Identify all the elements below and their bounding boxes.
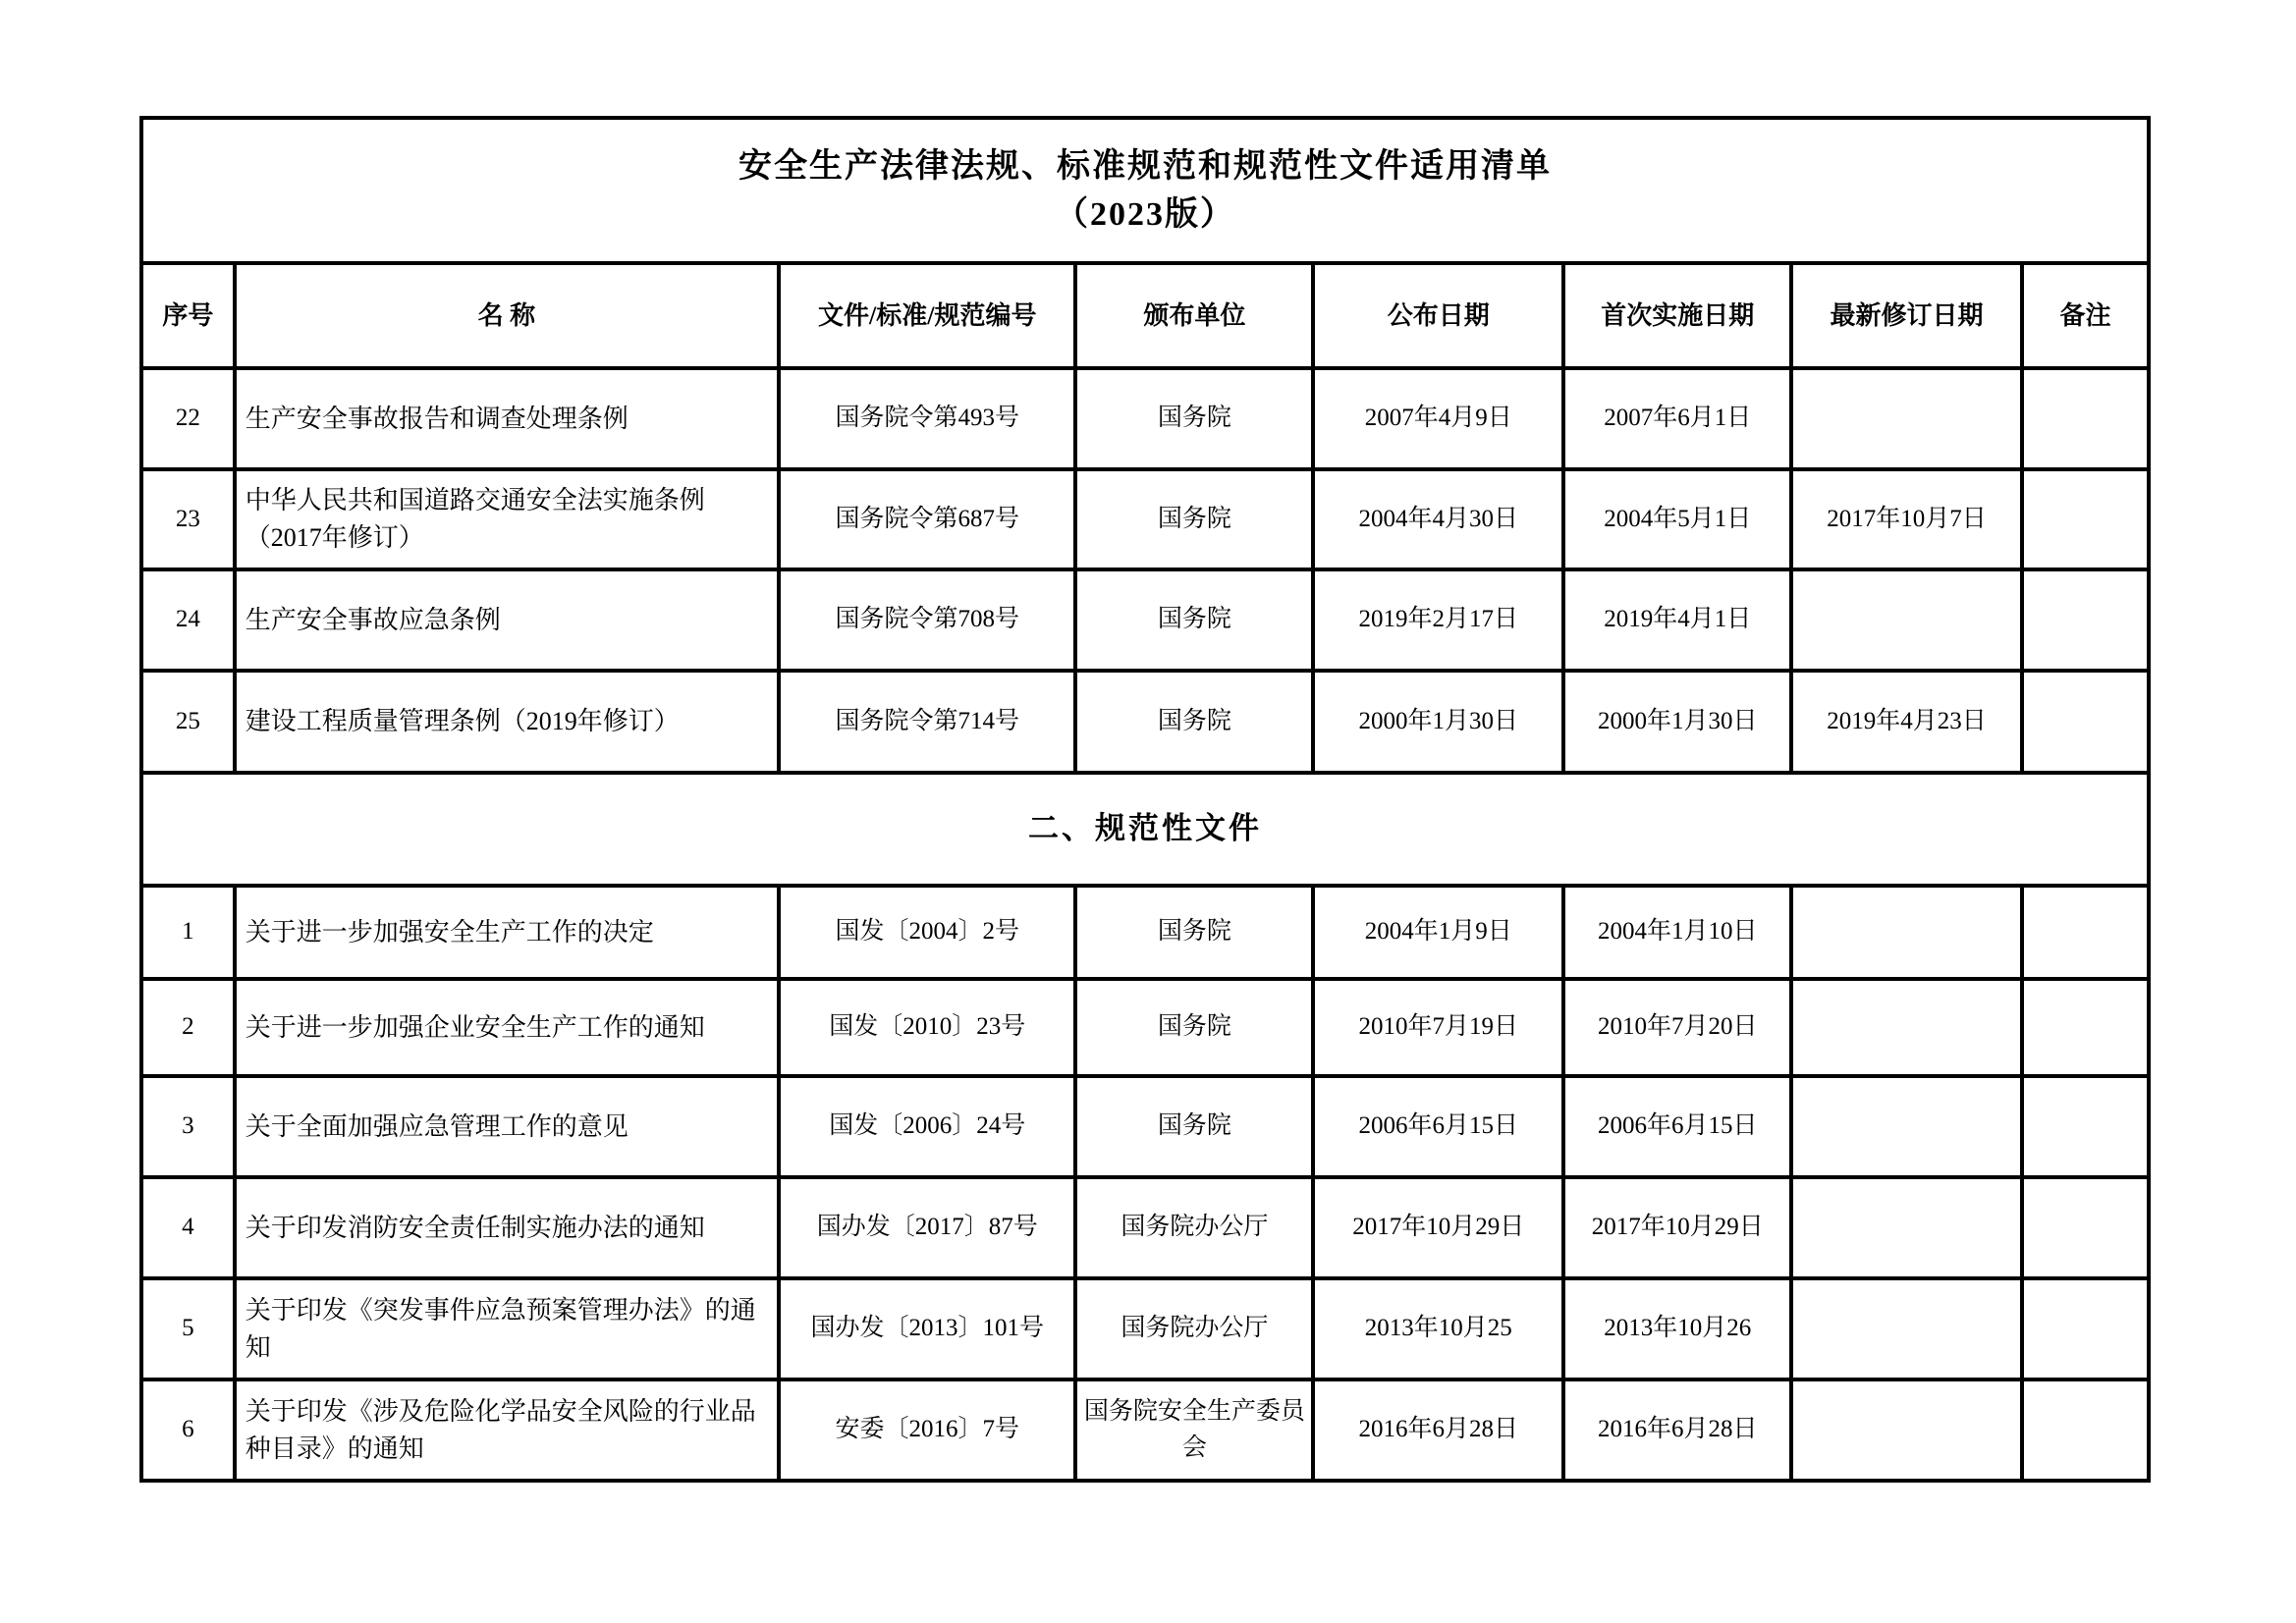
document-title-line1: 安全生产法律法规、标准规范和规范性文件适用清单	[738, 147, 1552, 185]
cell-first-impl-date: 2004年1月10日	[1563, 886, 1791, 979]
cell-index: 22	[141, 368, 235, 469]
cell-remark	[2022, 1278, 2149, 1380]
cell-issuer: 国务院办公厅	[1075, 1278, 1313, 1380]
cell-latest-revision-date	[1791, 1380, 2022, 1481]
table-row	[141, 569, 2149, 671]
cell-first-impl-date: 2006年6月15日	[1563, 1076, 1791, 1177]
cell-latest-revision-date	[1791, 886, 2022, 979]
cell-remark	[2022, 368, 2149, 469]
cell-first-impl-date: 2019年4月1日	[1563, 569, 1791, 671]
cell-latest-revision-date: 2019年4月23日	[1791, 671, 2022, 773]
cell-issuer: 国务院安全生产委员会	[1075, 1380, 1313, 1481]
cell-first-impl-date: 2016年6月28日	[1563, 1380, 1791, 1481]
cell-remark	[2022, 671, 2149, 773]
cell-remark	[2022, 1177, 2149, 1278]
cell-issuer: 国务院	[1075, 469, 1313, 569]
cell-publish-date: 2000年1月30日	[1313, 671, 1563, 773]
cell-doc-number: 国务院令第714号	[779, 671, 1075, 773]
cell-first-impl-date: 2010年7月20日	[1563, 979, 1791, 1076]
cell-name: 关于全面加强应急管理工作的意见	[235, 1076, 779, 1177]
cell-publish-date: 2013年10月25	[1313, 1278, 1563, 1380]
cell-name: 中华人民共和国道路交通安全法实施条例（2017年修订）	[235, 469, 779, 569]
cell-doc-number: 安委〔2016〕7号	[779, 1380, 1075, 1481]
column-header-index: 序号	[141, 263, 235, 368]
document-title	[141, 118, 2149, 263]
title-row	[141, 118, 2149, 263]
column-header-publish-date: 公布日期	[1313, 263, 1563, 368]
cell-doc-number: 国办发〔2013〕101号	[779, 1278, 1075, 1380]
cell-first-impl-date: 2000年1月30日	[1563, 671, 1791, 773]
column-header-latest-revision-date: 最新修订日期	[1791, 263, 2022, 368]
cell-latest-revision-date	[1791, 979, 2022, 1076]
section-header-row	[141, 773, 2149, 886]
cell-first-impl-date: 2004年5月1日	[1563, 469, 1791, 569]
cell-first-impl-date: 2007年6月1日	[1563, 368, 1791, 469]
cell-latest-revision-date	[1791, 1076, 2022, 1177]
cell-doc-number: 国务院令第708号	[779, 569, 1075, 671]
document-title-line2: （2023版）	[1055, 196, 1235, 233]
cell-name: 关于印发消防安全责任制实施办法的通知	[235, 1177, 779, 1278]
cell-doc-number: 国发〔2006〕24号	[779, 1076, 1075, 1177]
cell-doc-number: 国办发〔2017〕87号	[779, 1177, 1075, 1278]
cell-name: 生产安全事故报告和调查处理条例	[235, 368, 779, 469]
cell-index: 5	[141, 1278, 235, 1380]
cell-latest-revision-date	[1791, 1177, 2022, 1278]
cell-latest-revision-date	[1791, 1278, 2022, 1380]
cell-remark	[2022, 469, 2149, 569]
cell-index: 1	[141, 886, 235, 979]
cell-name: 关于进一步加强安全生产工作的决定	[235, 886, 779, 979]
cell-issuer: 国务院	[1075, 569, 1313, 671]
table-header-row	[141, 263, 2149, 368]
table-row	[141, 1076, 2149, 1177]
cell-index: 6	[141, 1380, 235, 1481]
cell-issuer: 国务院办公厅	[1075, 1177, 1313, 1278]
cell-issuer: 国务院	[1075, 671, 1313, 773]
cell-latest-revision-date: 2017年10月7日	[1791, 469, 2022, 569]
cell-index: 25	[141, 671, 235, 773]
cell-publish-date: 2007年4月9日	[1313, 368, 1563, 469]
cell-publish-date: 2006年6月15日	[1313, 1076, 1563, 1177]
column-header-doc-number: 文件/标准/规范编号	[779, 263, 1075, 368]
table-row	[141, 671, 2149, 773]
cell-index: 23	[141, 469, 235, 569]
table-row	[141, 1380, 2149, 1481]
cell-doc-number: 国发〔2004〕2号	[779, 886, 1075, 979]
column-header-issuer: 颁布单位	[1075, 263, 1313, 368]
cell-index: 3	[141, 1076, 235, 1177]
cell-index: 2	[141, 979, 235, 1076]
section-title: 二、规范性文件	[141, 773, 2149, 886]
cell-publish-date: 2010年7月19日	[1313, 979, 1563, 1076]
cell-issuer: 国务院	[1075, 1076, 1313, 1177]
cell-remark	[2022, 979, 2149, 1076]
cell-doc-number: 国务院令第687号	[779, 469, 1075, 569]
cell-publish-date: 2004年1月9日	[1313, 886, 1563, 979]
cell-latest-revision-date	[1791, 368, 2022, 469]
table-row	[141, 1278, 2149, 1380]
cell-issuer: 国务院	[1075, 368, 1313, 469]
cell-name: 关于印发《突发事件应急预案管理办法》的通知	[235, 1278, 779, 1380]
cell-index: 4	[141, 1177, 235, 1278]
cell-publish-date: 2017年10月29日	[1313, 1177, 1563, 1278]
cell-remark	[2022, 886, 2149, 979]
cell-latest-revision-date	[1791, 569, 2022, 671]
cell-doc-number: 国务院令第493号	[779, 368, 1075, 469]
cell-publish-date: 2019年2月17日	[1313, 569, 1563, 671]
column-header-remark: 备注	[2022, 263, 2149, 368]
cell-name: 建设工程质量管理条例（2019年修订）	[235, 671, 779, 773]
cell-publish-date: 2004年4月30日	[1313, 469, 1563, 569]
table-row	[141, 979, 2149, 1076]
cell-index: 24	[141, 569, 235, 671]
table-row	[141, 469, 2149, 569]
cell-remark	[2022, 1076, 2149, 1177]
table-row	[141, 1177, 2149, 1278]
column-header-first-impl-date: 首次实施日期	[1563, 263, 1791, 368]
regulations-table	[139, 116, 2151, 1483]
cell-issuer: 国务院	[1075, 886, 1313, 979]
cell-name: 生产安全事故应急条例	[235, 569, 779, 671]
cell-publish-date: 2016年6月28日	[1313, 1380, 1563, 1481]
table-row	[141, 368, 2149, 469]
cell-first-impl-date: 2013年10月26	[1563, 1278, 1791, 1380]
cell-remark	[2022, 569, 2149, 671]
cell-issuer: 国务院	[1075, 979, 1313, 1076]
cell-first-impl-date: 2017年10月29日	[1563, 1177, 1791, 1278]
cell-name: 关于印发《涉及危险化学品安全风险的行业品种目录》的通知	[235, 1380, 779, 1481]
table-row	[141, 886, 2149, 979]
cell-remark	[2022, 1380, 2149, 1481]
cell-doc-number: 国发〔2010〕23号	[779, 979, 1075, 1076]
cell-name: 关于进一步加强企业安全生产工作的通知	[235, 979, 779, 1076]
column-header-name: 名 称	[235, 263, 779, 368]
